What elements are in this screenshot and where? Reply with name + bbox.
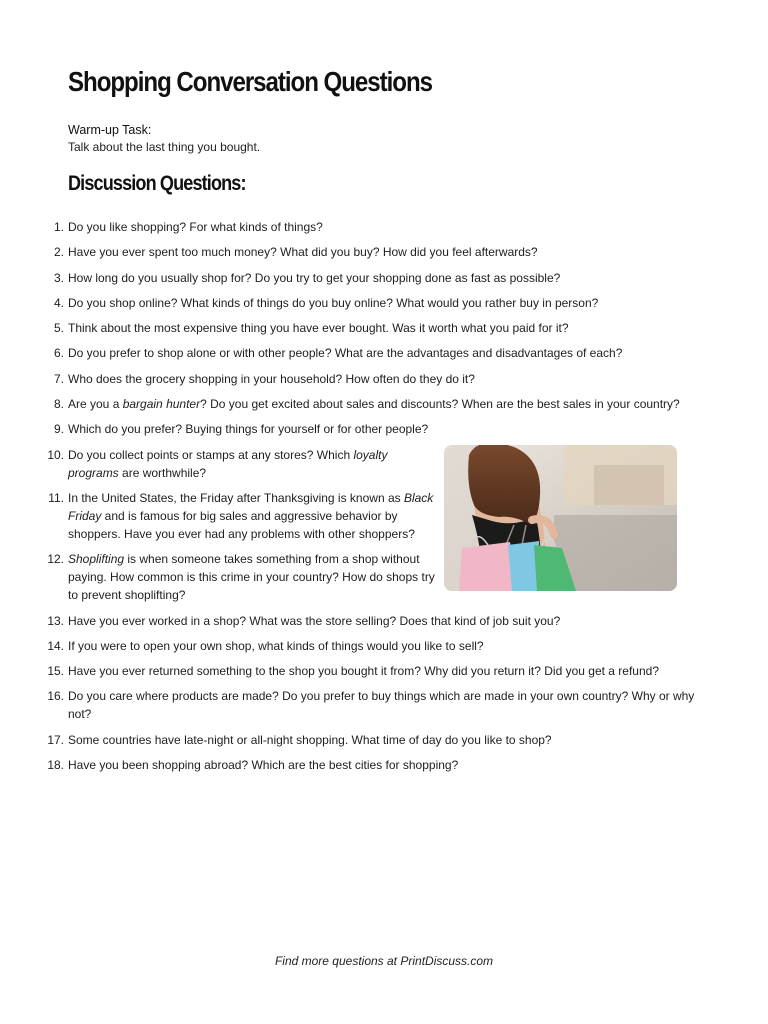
question-item [0, 294, 700, 312]
question-term: loyalty programs [68, 447, 388, 480]
question-text: Do you shop online? What kinds of things do you buy online? What would you rather buy in person? [68, 295, 599, 310]
question-item [0, 243, 700, 261]
question-number: 12. [47, 552, 64, 567]
question-text: How long do you usually shop for? Do you try to get your shopping done as fast as possible? [68, 270, 561, 285]
warmup-text: Talk about the last thing you bought. [68, 140, 261, 154]
question-text: Have you ever worked in a shop? What was the store selling? Does that kind of job suit you? [68, 613, 561, 628]
question-text: Who does the grocery shopping in your household? How often do they do it? [68, 371, 475, 386]
question-number: 18. [47, 758, 64, 773]
question-text: Some countries have late-night or all-night shopping. What time of day do you like to shop? [68, 732, 552, 747]
question-item [0, 662, 700, 680]
question-text: Which do you prefer? Buying things for yourself or for other people? [68, 422, 429, 437]
question-number: 17. [47, 732, 64, 747]
shopping-photo [444, 445, 677, 591]
question-number: 15. [47, 664, 64, 679]
question-text: Do you like shopping? For what kinds of things? [68, 220, 323, 234]
question-item [0, 344, 700, 362]
question-text-part: are worthwhile? [118, 465, 207, 480]
question-text-part: is when someone takes something from a shop without paying. How common is this crime in your country? How do shops try to prevent shoplifting? [68, 552, 435, 603]
question-text: Have you ever spent too much money? What did you buy? How did you feel afterwards? [68, 245, 538, 260]
question-item [0, 269, 700, 287]
question-item [0, 612, 700, 630]
question-number: 1. [53, 220, 64, 234]
question-item [0, 420, 700, 438]
question-text-part: In the United States, the Friday after Thanksgiving is known as [68, 490, 404, 505]
warmup-label: Warm-up Task: [68, 123, 152, 137]
discussion-heading: Discussion Questions: [68, 172, 246, 195]
question-text [68, 446, 438, 482]
question-number: 16. [47, 689, 64, 704]
question-term: Black Friday [68, 490, 434, 523]
question-number: 2. [53, 245, 64, 260]
question-text-part: Do you collect points or stamps at any stores? Which [68, 447, 354, 462]
question-number: 5. [53, 321, 64, 336]
footer-link-text: Find more questions at PrintDiscuss.com [274, 954, 494, 968]
question-text: If you were to open your own shop, what kinds of things would you like to sell? [68, 638, 484, 653]
question-item [0, 370, 700, 388]
question-item [0, 731, 700, 749]
question-term: bargain hunter [122, 397, 201, 412]
question-text: Have you ever returned something to the shop you bought it from? Why did you return it? Did you get a refund? [68, 664, 660, 679]
question-item [0, 687, 700, 723]
question-text [68, 550, 438, 604]
question-text-part: Are you a [68, 397, 123, 412]
question-text [68, 489, 438, 543]
question-number: 11. [48, 490, 64, 505]
question-item [0, 395, 700, 413]
question-item [0, 637, 700, 655]
question-number: 6. [53, 346, 64, 361]
question-text [68, 395, 700, 413]
question-text: Think about the most expensive thing you have ever bought. Was it worth what you paid for it? [68, 321, 569, 336]
question-number: 10. [47, 447, 64, 462]
page-title: Shopping Conversation Questions [68, 66, 433, 97]
question-item [0, 218, 700, 236]
question-item [0, 319, 700, 337]
question-number: 8. [53, 397, 64, 412]
question-number: 3. [53, 270, 64, 285]
question-number: 9. [53, 422, 64, 437]
question-text: Have you been shopping abroad? Which are the best cities for shopping? [68, 758, 459, 773]
question-text-part: ? Do you get excited about sales and discounts? When are the best sales in your country? [200, 397, 680, 412]
question-item [0, 756, 700, 774]
question-text: Do you care where products are made? Do you prefer to buy things which are made in your own country? Why or why not? [68, 689, 695, 722]
question-number: 13. [47, 613, 64, 628]
question-term: Shoplifting [68, 552, 125, 567]
question-number: 4. [53, 295, 64, 310]
question-text-part: and is famous for big sales and aggressive behavior by shoppers. Have you ever had any problems with other shoppers? [68, 508, 415, 541]
question-number: 7. [53, 371, 64, 386]
question-number: 14. [47, 638, 64, 653]
question-text: Do you prefer to shop alone or with other people? What are the advantages and disadvantages of each? [68, 346, 623, 361]
